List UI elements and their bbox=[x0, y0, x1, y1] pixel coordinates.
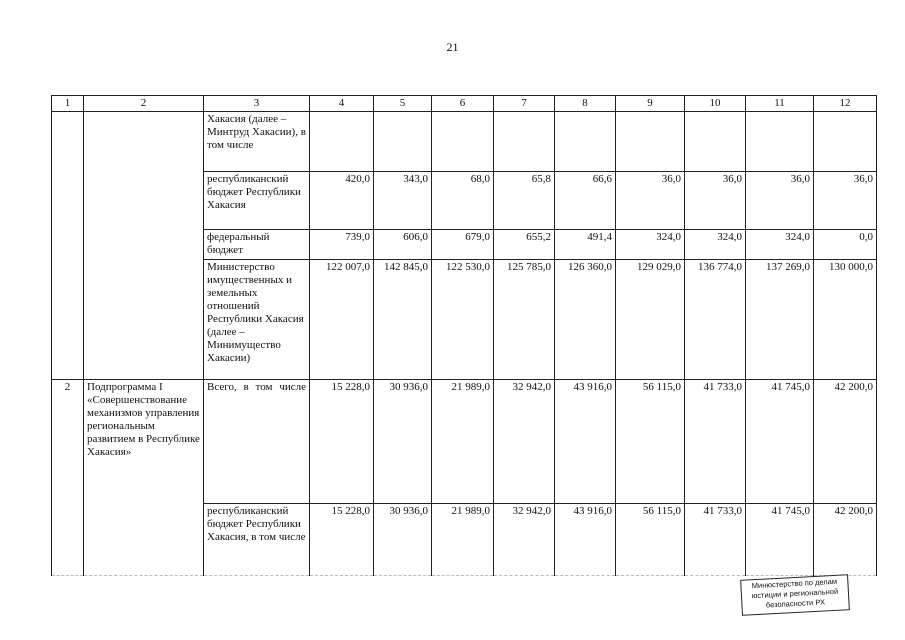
value-cell: 56 115,0 bbox=[616, 504, 685, 576]
stamp-line: безопасности РХ bbox=[765, 597, 826, 610]
funding-source-cell: Всего, в том числе bbox=[204, 380, 310, 504]
column-header: 4 bbox=[310, 96, 374, 112]
value-cell bbox=[310, 112, 374, 172]
table-header-row bbox=[52, 96, 877, 112]
value-cell: 68,0 bbox=[432, 172, 494, 230]
ministry-stamp bbox=[740, 574, 850, 616]
value-cell bbox=[814, 112, 877, 172]
value-cell bbox=[555, 112, 616, 172]
value-cell: 15 228,0 bbox=[310, 380, 374, 504]
value-cell: 122 007,0 bbox=[310, 260, 374, 380]
stamp-line: Минюстерство по делам bbox=[751, 576, 838, 591]
column-header: 9 bbox=[616, 96, 685, 112]
value-cell: 36,0 bbox=[746, 172, 814, 230]
column-header: 8 bbox=[555, 96, 616, 112]
value-cell: 125 785,0 bbox=[494, 260, 555, 380]
table-row bbox=[52, 380, 877, 504]
value-cell bbox=[746, 112, 814, 172]
value-cell: 21 989,0 bbox=[432, 504, 494, 576]
value-cell: 36,0 bbox=[814, 172, 877, 230]
value-cell: 15 228,0 bbox=[310, 504, 374, 576]
column-header: 12 bbox=[814, 96, 877, 112]
value-cell: 324,0 bbox=[685, 230, 746, 260]
column-header: 1 bbox=[52, 96, 84, 112]
column-header: 5 bbox=[374, 96, 432, 112]
value-cell: 606,0 bbox=[374, 230, 432, 260]
column-header: 3 bbox=[204, 96, 310, 112]
value-cell: 30 936,0 bbox=[374, 380, 432, 504]
value-cell: 66,6 bbox=[555, 172, 616, 230]
value-cell: 43 916,0 bbox=[555, 504, 616, 576]
value-cell: 21 989,0 bbox=[432, 380, 494, 504]
program-cell: Подпрограмма I «Совершенствование механизмов управления региональным развитием в Республике Хакасия» bbox=[84, 380, 204, 576]
program-cell bbox=[84, 112, 204, 380]
value-cell: 41 733,0 bbox=[685, 504, 746, 576]
value-cell: 30 936,0 bbox=[374, 504, 432, 576]
value-cell: 126 360,0 bbox=[555, 260, 616, 380]
budget-table bbox=[51, 95, 877, 576]
value-cell bbox=[494, 112, 555, 172]
value-cell: 142 845,0 bbox=[374, 260, 432, 380]
value-cell bbox=[374, 112, 432, 172]
value-cell: 32 942,0 bbox=[494, 380, 555, 504]
column-header: 2 bbox=[84, 96, 204, 112]
value-cell: 43 916,0 bbox=[555, 380, 616, 504]
row-number-cell bbox=[52, 112, 84, 380]
value-cell: 36,0 bbox=[685, 172, 746, 230]
value-cell: 42 200,0 bbox=[814, 504, 877, 576]
value-cell: 41 745,0 bbox=[746, 504, 814, 576]
value-cell: 420,0 bbox=[310, 172, 374, 230]
value-cell: 137 269,0 bbox=[746, 260, 814, 380]
value-cell: 129 029,0 bbox=[616, 260, 685, 380]
value-cell: 41 745,0 bbox=[746, 380, 814, 504]
value-cell: 491,4 bbox=[555, 230, 616, 260]
column-header: 10 bbox=[685, 96, 746, 112]
value-cell: 739,0 bbox=[310, 230, 374, 260]
column-header: 6 bbox=[432, 96, 494, 112]
value-cell: 36,0 bbox=[616, 172, 685, 230]
value-cell: 65,8 bbox=[494, 172, 555, 230]
value-cell: 136 774,0 bbox=[685, 260, 746, 380]
value-cell: 655,2 bbox=[494, 230, 555, 260]
funding-source-cell: республиканский бюджет Республики Хакасия, в том числе bbox=[204, 504, 310, 576]
stamp-line: юстиции и региональной bbox=[751, 586, 839, 601]
value-cell: 324,0 bbox=[616, 230, 685, 260]
funding-source-cell: федеральный бюджет bbox=[204, 230, 310, 260]
value-cell: 32 942,0 bbox=[494, 504, 555, 576]
value-cell bbox=[685, 112, 746, 172]
value-cell: 130 000,0 bbox=[814, 260, 877, 380]
row-number-cell: 2 bbox=[52, 380, 84, 576]
funding-source-cell: Хакасия (далее – Минтруд Хакасии), в том числе bbox=[204, 112, 310, 172]
value-cell: 343,0 bbox=[374, 172, 432, 230]
funding-source-cell: Министерство имущественных и земельных отношений Республики Хакасия (далее – Минимущество Хакасии) bbox=[204, 260, 310, 380]
value-cell: 679,0 bbox=[432, 230, 494, 260]
column-header: 7 bbox=[494, 96, 555, 112]
value-cell: 56 115,0 bbox=[616, 380, 685, 504]
value-cell: 324,0 bbox=[746, 230, 814, 260]
page-number: 21 bbox=[446, 40, 459, 54]
value-cell: 122 530,0 bbox=[432, 260, 494, 380]
column-header: 11 bbox=[746, 96, 814, 112]
value-cell: 0,0 bbox=[814, 230, 877, 260]
value-cell: 42 200,0 bbox=[814, 380, 877, 504]
table-row bbox=[52, 112, 877, 172]
value-cell bbox=[616, 112, 685, 172]
funding-source-cell: республиканский бюджет Республики Хакасия bbox=[204, 172, 310, 230]
value-cell: 41 733,0 bbox=[685, 380, 746, 504]
value-cell bbox=[432, 112, 494, 172]
